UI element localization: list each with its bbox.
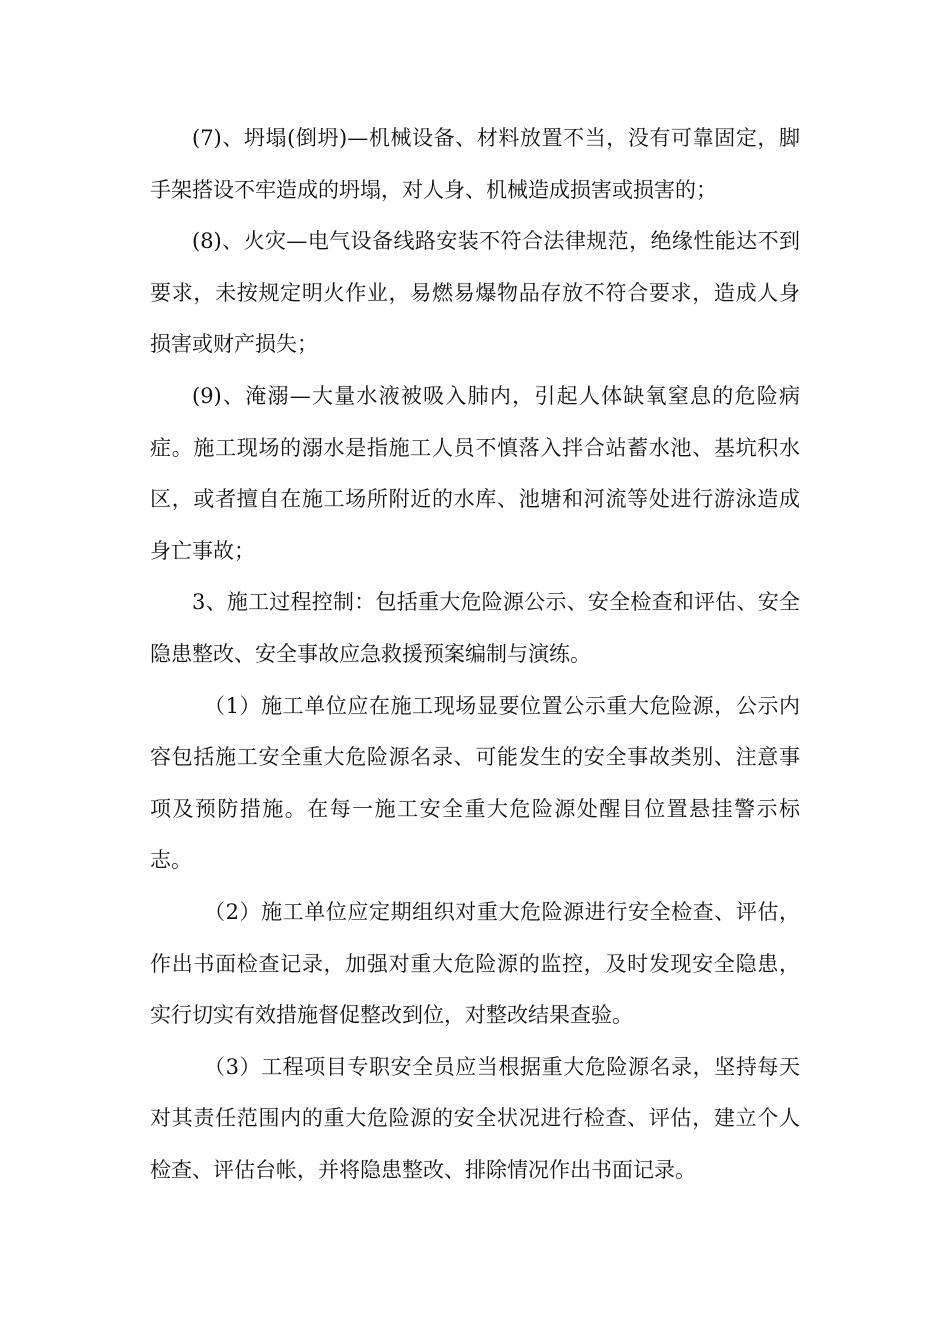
paragraph-drowning-hazard: (9)、淹溺—大量水液被吸入肺内，引起人体缺氧窒息的危险病症。施工现场的溺水是指施工人员不慎落入拌合站蓄水池、基坑积水区，或者擅自在施工场所附近的水库、池塘和河流等处进行游泳造成身亡事故；	[150, 383, 800, 563]
paragraph-fire-hazard: (8)、火灾—电气设备线路安装不符合法律规范，绝缘性能达不到要求，未按规定明火作业，易燃易爆物品存放不符合要求，造成人身损害或财产损失；	[150, 229, 800, 357]
paragraph-item-1: （1）施工单位应在施工现场显要位置公示重大危险源，公示内容包括施工安全重大危险源名录、可能发生的安全事故类别、注意事项及预防措施。在每一施工安全重大危险源处醒目位置悬挂警示标志。	[150, 693, 800, 873]
paragraph-item-3: （3）工程项目专职安全员应当根据重大危险源名录，坚持每天对其责任范围内的重大危险源的安全状况进行检查、评估，建立个人检查、评估台帐，并将隐患整改、排除情况作出书面记录。	[150, 1054, 800, 1182]
paragraph-process-control: 3、施工过程控制：包括重大危险源公示、安全检查和评估、安全隐患整改、安全事故应急救援预案编制与演练。	[150, 590, 800, 666]
paragraph-collapse-hazard: (7)、坍塌(倒坍)—机械设备、材料放置不当，没有可靠固定，脚手架搭设不牢造成的坍塌，对人身、机械造成损害或损害的；	[150, 126, 800, 202]
document-body	[150, 113, 800, 1196]
paragraph-item-2: （2）施工单位应定期组织对重大危险源进行安全检查、评估，作出书面检查记录，加强对重大危险源的监控，及时发现安全隐患，实行切实有效措施督促整改到位，对整改结果查验。	[150, 899, 800, 1028]
